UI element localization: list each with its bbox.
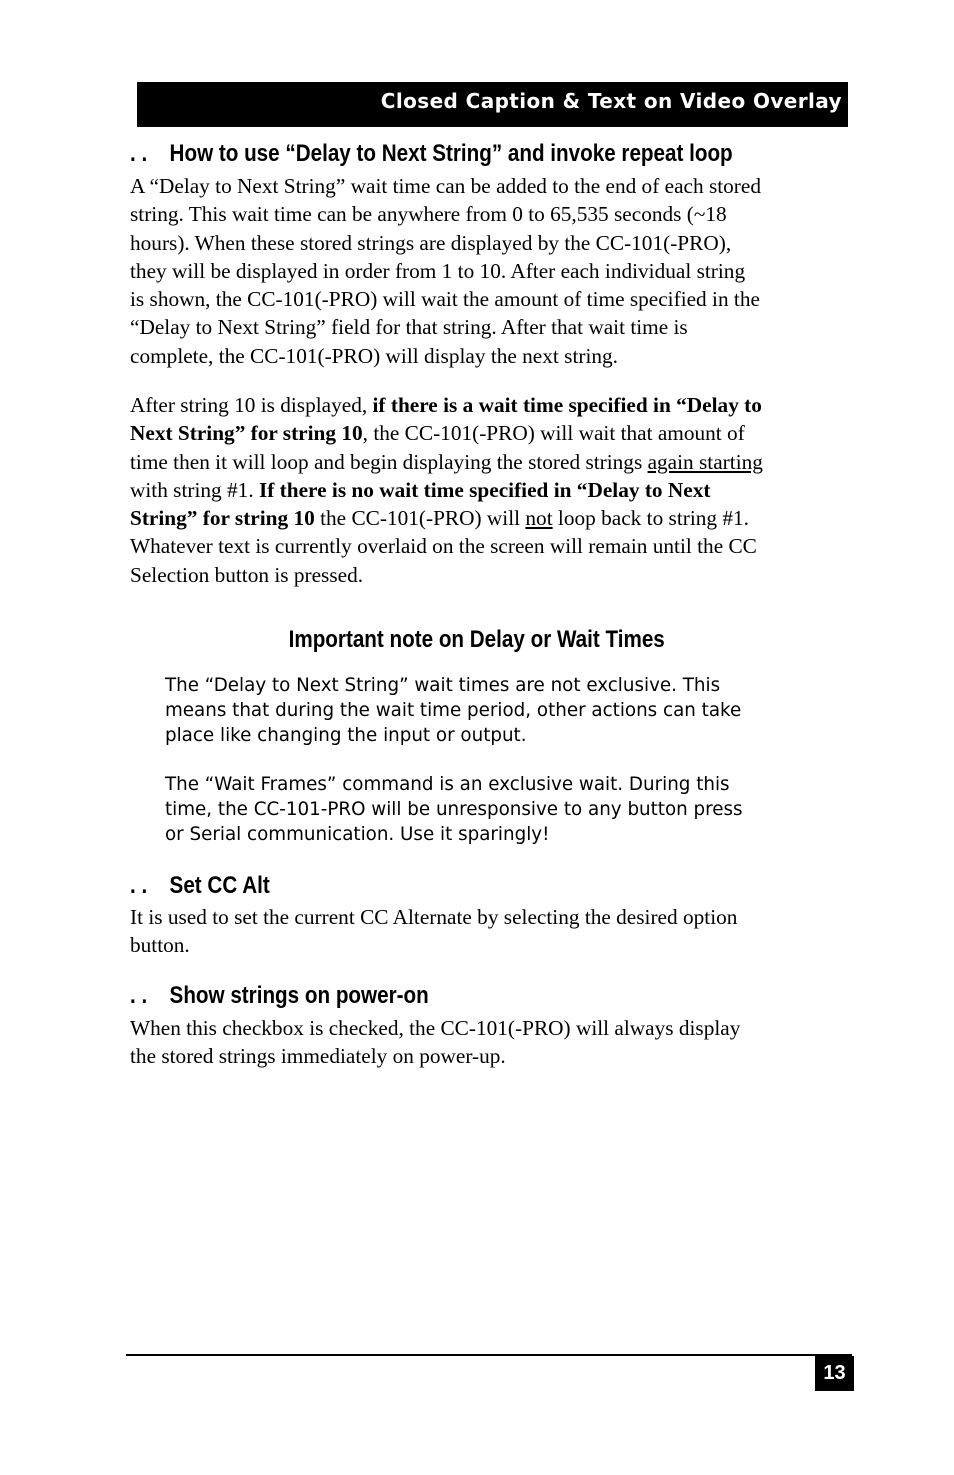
- text-line: The “Delay to Next String” wait times are not exclusive. This: [165, 675, 721, 696]
- text-line: “Delay to Next String” field for that string. After that wait time is: [130, 315, 688, 340]
- text-run: with string #1.: [130, 477, 259, 502]
- underlined-text: not: [525, 506, 553, 531]
- text-line: place like changing the input or output.: [165, 725, 527, 746]
- paragraph-set-cc-alt: [130, 903, 852, 960]
- text-line: string. This wait time can be anywhere from 0 to 65,535 seconds (~18: [130, 202, 727, 227]
- text-line: Selection button is pressed.: [130, 562, 364, 587]
- paragraph-show-strings: [130, 1014, 852, 1071]
- header-bar: [137, 82, 848, 127]
- section-heading-set-cc-alt: [130, 872, 270, 900]
- note-title: [0, 626, 954, 654]
- paragraph-delay-intro: [130, 172, 852, 370]
- text-line: [130, 504, 852, 532]
- text-line: [130, 419, 852, 447]
- bold-text: String” for string 10: [130, 506, 315, 531]
- bold-text: Next String” for string 10: [130, 421, 363, 446]
- text-line: A “Delay to Next String” wait time can be added to the end of each stored: [130, 174, 762, 198]
- section-heading-delay: [130, 140, 733, 168]
- text-line: [130, 448, 852, 476]
- text-run: loop back to string #1.: [552, 506, 749, 531]
- text-line: button.: [130, 933, 190, 958]
- text-line: they will be displayed in order from 1 to 10. After each individual string: [130, 258, 746, 283]
- footer-rule: [126, 1354, 852, 1356]
- heading-text: Show strings on power-on: [169, 982, 429, 1009]
- text-line: means that during the wait time period, other actions can take: [165, 700, 742, 721]
- text-line: time, the CC-101-PRO will be unresponsive to any button press: [165, 799, 743, 820]
- text-line: Whatever text is currently overlaid on the screen will remain until the CC: [130, 534, 757, 559]
- paragraph-repeat-loop: [130, 391, 852, 589]
- text-line: When this checkbox is checked, the CC-101(-PRO) will always display: [130, 1016, 741, 1040]
- note-title-text: Important note on Delay or Wait Times: [288, 626, 666, 653]
- text-line: is shown, the CC-101(-PRO) will wait the amount of time specified in the: [130, 287, 760, 312]
- text-run: , the CC-101(-PRO) will wait that amount of: [362, 421, 745, 446]
- bold-text: If there is no wait time specified in “Delay to Next: [258, 477, 711, 502]
- page-number: 13: [815, 1356, 854, 1391]
- text-run: After string 10 is displayed,: [130, 393, 373, 417]
- heading-text: Set CC Alt: [169, 872, 270, 899]
- section-heading-show-strings: [130, 982, 429, 1010]
- note-paragraph-exclusive-wait: [165, 772, 825, 847]
- text-line: [130, 391, 852, 419]
- text-line: The “Wait Frames” command is an exclusive wait. During this: [165, 774, 730, 795]
- text-line: complete, the CC-101(-PRO) will display the next string.: [130, 343, 618, 368]
- text-line: [130, 476, 852, 504]
- heading-dots: . .: [130, 140, 148, 167]
- text-run: the CC-101(-PRO) will: [314, 506, 526, 531]
- underlined-text: again starting: [647, 449, 763, 474]
- header-title: Closed Caption & Text on Video Overlay: [380, 89, 842, 113]
- text-run: time then it will loop and begin displaying the stored strings: [130, 449, 648, 474]
- bold-text: if there is a wait time specified in “Delay to: [372, 393, 762, 417]
- heading-dots: . .: [130, 872, 148, 899]
- text-line: or Serial communication. Use it sparingly!: [165, 824, 550, 845]
- note-paragraph-not-exclusive: [165, 673, 825, 748]
- text-line: the stored strings immediately on power-up.: [130, 1044, 506, 1069]
- text-line: hours). When these stored strings are displayed by the CC-101(-PRO),: [130, 230, 732, 255]
- heading-text: How to use “Delay to Next String” and invoke repeat loop: [169, 140, 733, 167]
- heading-dots: . .: [130, 982, 148, 1009]
- text-line: It is used to set the current CC Alternate by selecting the desired option: [130, 905, 738, 929]
